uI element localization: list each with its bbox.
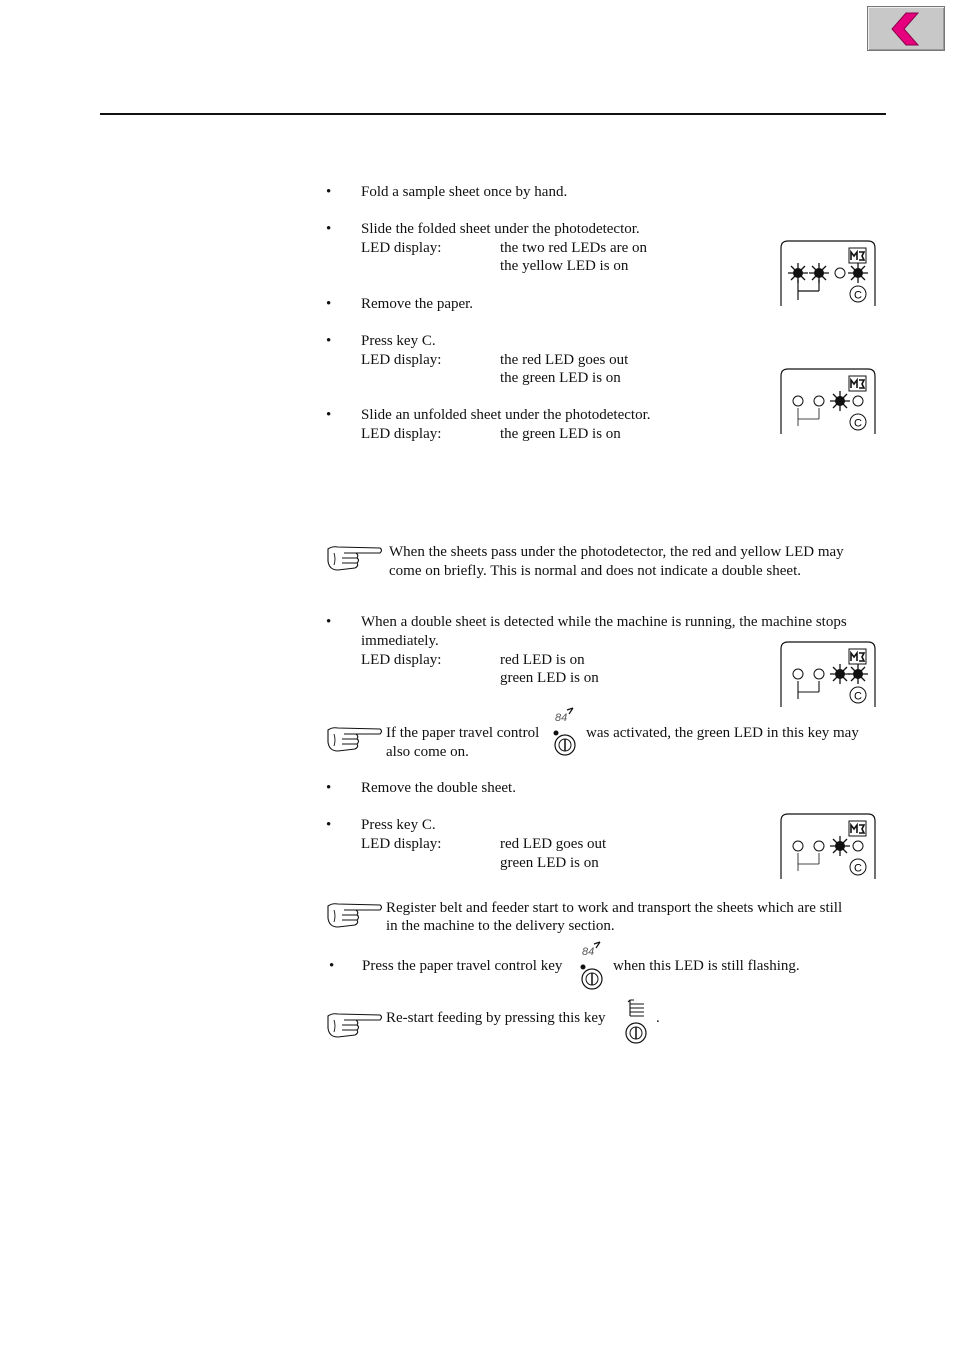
- paper-travel-control-key-icon: [578, 940, 608, 990]
- step-slide-unfolded: Slide an unfolded sheet under the photodetector.: [361, 407, 651, 423]
- key-letter: C: [854, 862, 862, 875]
- led-value: red LED goes out: [500, 836, 607, 852]
- note-line: When the sheets pass under the photodetector, the red and yellow LED may: [389, 544, 844, 560]
- led-value: the red LED goes out: [500, 352, 629, 368]
- step-press-travel: Press the paper travel control key: [362, 958, 563, 974]
- m3-logo-icon: [849, 649, 866, 664]
- led-display-label: LED display:: [361, 652, 442, 668]
- led-value: green LED is on: [500, 670, 599, 686]
- led-off-icon: [835, 268, 845, 278]
- bullet: •: [326, 184, 332, 200]
- led-value: the green LED is on: [500, 426, 621, 442]
- step-press-travel-end: when this LED is still flashing.: [613, 958, 800, 974]
- bullet: •: [326, 407, 332, 423]
- double-sheet-line: immediately.: [361, 633, 439, 649]
- led-off-icon: [814, 669, 824, 679]
- led-display-label: LED display:: [361, 426, 442, 442]
- step-remove-paper: Remove the paper.: [361, 296, 474, 312]
- led-lit-icon: [830, 836, 850, 856]
- step-remove-double: Remove the double sheet.: [361, 780, 516, 796]
- paper-travel-control-key-icon: [551, 706, 581, 756]
- pointing-hand-icon: [326, 1010, 384, 1040]
- led-value: the green LED is on: [500, 370, 621, 386]
- led-panel-green-red: [780, 641, 878, 709]
- pointing-hand-icon: [326, 724, 384, 754]
- led-display-label: LED display:: [361, 240, 442, 256]
- key-letter: C: [854, 690, 862, 703]
- svg-text:84: 84: [555, 712, 568, 724]
- pointing-hand-icon: [326, 900, 384, 930]
- led-off-icon: [853, 396, 863, 406]
- led-panel-two-red-yellow: [780, 240, 878, 308]
- led-off-icon: [814, 841, 824, 851]
- m3-logo-icon: [849, 376, 866, 391]
- note-line: in the machine to the delivery section.: [386, 918, 615, 934]
- bullet: •: [326, 614, 332, 630]
- note-line: Register belt and feeder start to work and transport the sheets which are still: [386, 900, 843, 916]
- led-display-label: LED display:: [361, 836, 442, 852]
- double-sheet-line: When a double sheet is detected while the machine is running, the machine stops: [361, 614, 847, 630]
- led-off-icon: [793, 396, 803, 406]
- m3-logo-icon: [849, 248, 866, 263]
- bullet: •: [329, 958, 335, 974]
- step-press-c: Press key C.: [361, 817, 436, 833]
- bullet: •: [326, 296, 332, 312]
- note-line: come on briefly. This is normal and does not indicate a double sheet.: [389, 563, 801, 579]
- led-value: the two red LEDs are on: [500, 240, 648, 256]
- led-lit-icon: [830, 664, 850, 684]
- bullet: •: [326, 780, 332, 796]
- bullet: •: [326, 333, 332, 349]
- pointing-hand-icon: [326, 543, 384, 573]
- led-off-icon: [853, 841, 863, 851]
- led-value: the yellow LED is on: [500, 258, 629, 274]
- led-off-icon: [793, 669, 803, 679]
- led-panel-green: [780, 813, 878, 881]
- led-display-label: LED display:: [361, 352, 442, 368]
- led-value: red LED is on: [500, 652, 585, 668]
- bullet: •: [326, 817, 332, 833]
- header-rule: [100, 113, 886, 115]
- note-line: Re-start feeding by pressing this key: [386, 1010, 606, 1026]
- led-lit-icon: [830, 391, 850, 411]
- step-slide-folded: Slide the folded sheet under the photodetector.: [361, 221, 640, 237]
- note-line: was activated, the green LED in this key may: [586, 725, 859, 741]
- note-line: also come on.: [386, 744, 469, 760]
- step-fold-sample: Fold a sample sheet once by hand.: [361, 184, 568, 200]
- chevron-left-icon: [868, 7, 944, 50]
- key-letter: C: [854, 289, 862, 302]
- key-letter: C: [854, 417, 862, 430]
- svg-text:84: 84: [582, 946, 595, 958]
- note-line: If the paper travel control: [386, 725, 540, 741]
- m3-logo-icon: [849, 821, 866, 836]
- led-off-icon: [814, 396, 824, 406]
- bullet: •: [326, 221, 332, 237]
- led-off-icon: [793, 841, 803, 851]
- back-button[interactable]: [867, 6, 945, 51]
- led-panel-green: [780, 368, 878, 436]
- led-value: green LED is on: [500, 855, 599, 871]
- led-lit-icon: [848, 263, 868, 283]
- feeder-start-key-icon: [622, 996, 652, 1046]
- note-end: .: [656, 1010, 660, 1026]
- step-press-c: Press key C.: [361, 333, 436, 349]
- led-lit-icon: [848, 664, 868, 684]
